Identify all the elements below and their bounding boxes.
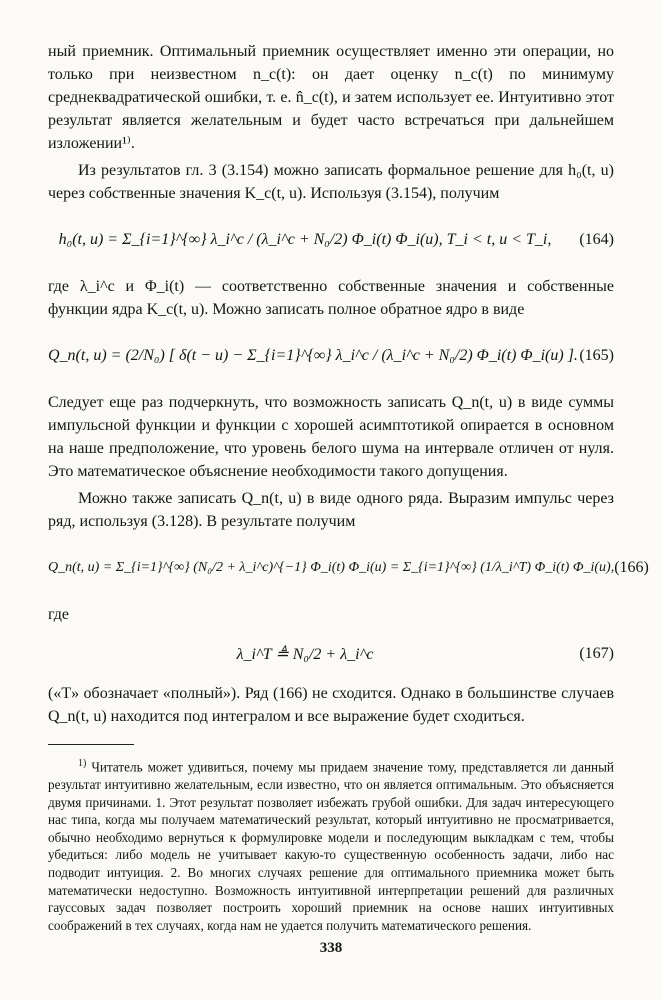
equation-167-number: (167) xyxy=(579,645,614,662)
equation-165-number: (165) xyxy=(579,347,614,364)
page-number: 338 xyxy=(319,940,343,956)
paragraph-4: Следует еще раз подчеркнуть, что возможность записать Q_n(t, u) в виде суммы импульсной функции и функции с хорошей асимптотикой опирается в основном на наше предположение, что уровень белого шума на интервале отличен от нуля. Это математическое объяснение необходимости такого допущения. xyxy=(48,394,614,480)
footnote-rule xyxy=(48,744,134,745)
equation-166 xyxy=(48,533,649,603)
page-body xyxy=(48,40,649,934)
equation-166-body: Q_n(t, u) = Σ_{i=1}^{∞} (N₀/2 + λ_i^c)^{−1} Φ_i(t) Φ_i(u) = Σ_{i=1}^{∞} (1/λ_i^T) Φ_i(t) Φ_i(u), xyxy=(48,560,615,575)
footnote xyxy=(48,755,614,934)
equation-166-number: (166) xyxy=(614,559,649,576)
paragraph-5: Можно также записать Q_n(t, u) в виде одного ряда. Выразим импульс через ряд, используя (3.128). В результате получим xyxy=(48,490,614,530)
paragraph-2: Из результатов гл. 3 (3.154) можно записать формальное решение для h₀(t, u) через собственные значения K_c(t, u). Используя (3.154), получим xyxy=(48,162,614,202)
equation-164 xyxy=(48,205,614,275)
paragraph-3: где λ_i^c и Φ_i(t) — соответственно собственные значения и собственные функции ядра K_c(t, u). Можно записать полное обратное ядро в виде xyxy=(48,278,614,318)
footnote-mark: 1) xyxy=(78,758,87,769)
equation-167-body: λ_i^T ≜ N₀/2 + λ_i^c xyxy=(236,646,374,663)
paragraph-6: где xyxy=(48,606,70,623)
equation-164-number: (164) xyxy=(579,231,614,248)
equation-164-body: h₀(t, u) = Σ_{i=1}^{∞} λ_i^c / (λ_i^c + N₀/2) Φ_i(t) Φ_i(u), T_i < t, u < T_i, xyxy=(58,231,552,248)
equation-167 xyxy=(48,626,614,682)
footnote-text: Читатель может удивиться, почему мы придаем значение тому, представляется ли данный результат интуитивно желательным, если известно, что он является оптимальным. Это объясняется двумя причинами. 1. Этот результат позволяет избежать грубой ошибки. Для задач интересующего нас типа, когда мы получаем математический результат, который интуитивно не просматривается, обычно необходимо вернуться к формулировке модели и последующим выкладкам с тем, чтобы убедиться: либо модель не учитывает какую-то существенную особенность задачи, либо нас подводит интуиция. 2. Во многих случаях решение для оптимального приемника может быть математически недоступно. Возможность интуитивной интерпретации решений для различных гауссовых задач позволяет построить хороший приемник на основе наших интуитивных соображений в тех случаях, когда нам не удается получить математического решения. xyxy=(48,759,614,933)
equation-165-body: Q_n(t, u) = (2/N₀) [ δ(t − u) − Σ_{i=1}^{∞} λ_i^c / (λ_i^c + N₀/2) Φ_i(t) Φ_i(u) ]. xyxy=(48,347,578,364)
paragraph-1: ный приемник. Оптимальный приемник осуществляет именно эти операции, но только при неизвестном n_c(t): он дает оценку n_c(t) по минимуму среднеквадратической ошибки, т. е. n̂_c(t), и затем использует ее. Интуитивно этот результат является желательным и будет часто встречаться при дальнейшем изложении¹⁾. xyxy=(48,43,614,152)
equation-165 xyxy=(48,321,614,391)
paragraph-7: («T» обозначает «полный»). Ряд (166) не сходится. Однако в большинстве случаев Q_n(t, u) находится под интегралом и все выражение будет сходиться. xyxy=(48,685,614,725)
